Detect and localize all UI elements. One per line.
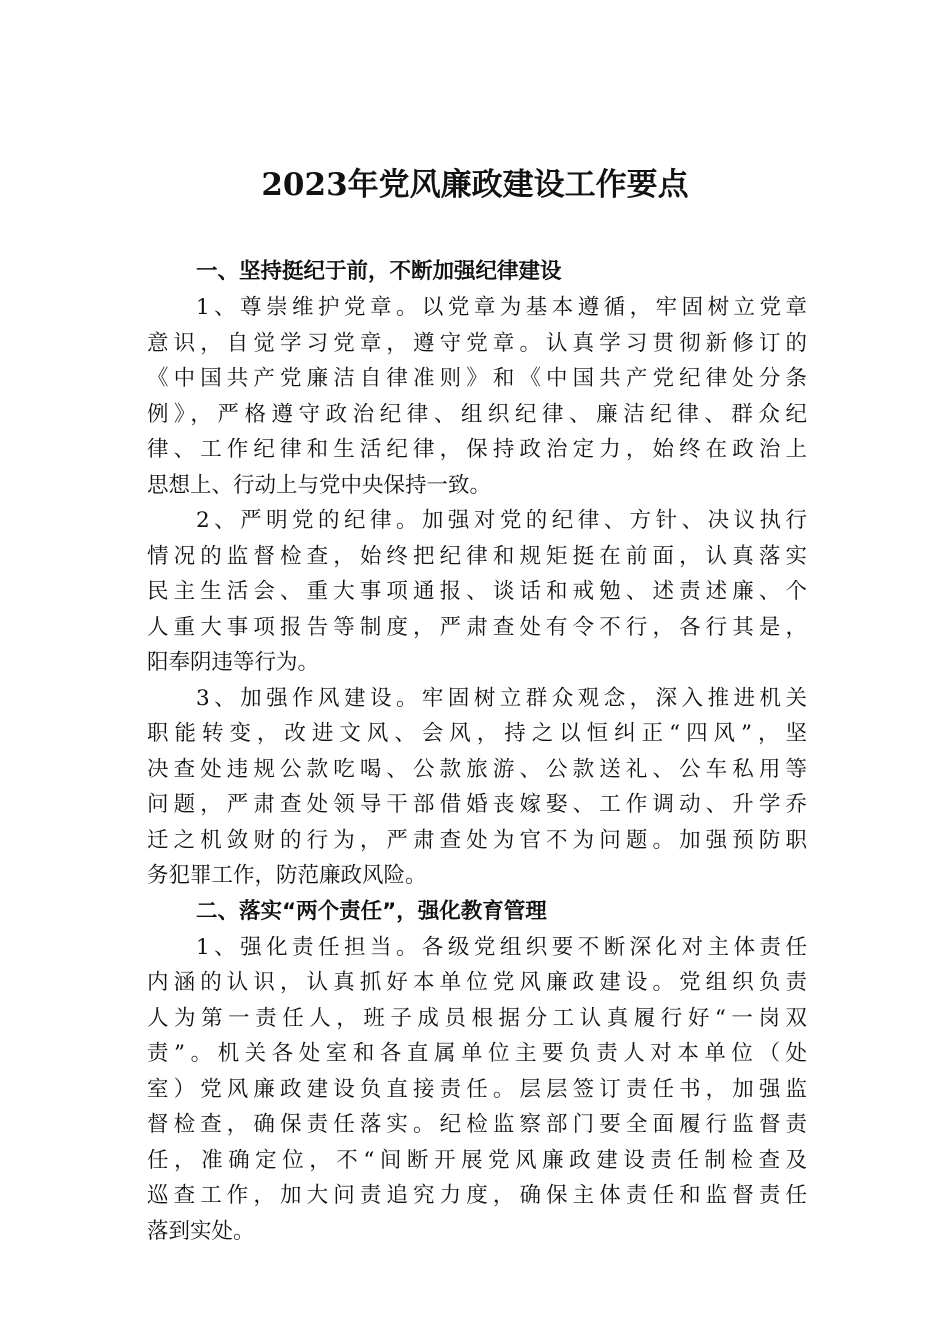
document-title: 2023年党风廉政建设工作要点 <box>261 167 689 203</box>
text-line: 1、尊崇维护党章。以党章为基本遵循，牢固树立党章 <box>196 295 807 320</box>
paragraph <box>147 503 807 681</box>
paragraph <box>147 681 807 894</box>
text-line: 室）党风廉政建设负直接责任。层层签订责任书，加强监 <box>147 1076 807 1102</box>
text-line: 2、严明党的纪律。加强对党的纪律、方针、决议执行 <box>196 508 807 533</box>
text-line: 人重大事项报告等制度，严肃查处有令不行，各行其是， <box>147 614 807 640</box>
text-line: 3、加强作风建设。牢固树立群众观念，深入推进机关 <box>196 685 807 711</box>
text-line: 巡查工作，加大问责追究力度，确保主体责任和监督责任 <box>147 1183 807 1208</box>
text-line: 民主生活会、重大事项通报、谈话和戒勉、述责述廉、个 <box>147 579 807 604</box>
text-line: 人为第一责任人，班子成员根据分工认真履行好“一岗双 <box>147 1005 807 1031</box>
text-line: 律、工作纪律和生活纪律，保持政治定力，始终在政治上 <box>147 437 807 462</box>
text-line: 督检查，确保责任落实。纪检监察部门要全面履行监督责 <box>147 1112 807 1137</box>
text-line: 《中国共产党廉洁自律准则》和《中国共产党纪律处分条 <box>147 366 807 391</box>
text-line: 思想上、行动上与党中央保持一致。 <box>147 472 492 498</box>
text-line: 务犯罪工作，防范廉政风险。 <box>147 863 427 888</box>
document-body <box>147 254 807 1249</box>
text-line: 例》，严格遵守政治纪律、组织纪律、廉洁纪律、群众纪 <box>147 401 807 427</box>
section-heading: 一、坚持挺纪于前，不断加强纪律建设 <box>196 259 562 284</box>
section-heading: 二、落实“两个责任”，强化教育管理 <box>196 898 547 924</box>
text-line: 阳奉阴违等行为。 <box>147 650 320 675</box>
text-line: 决查处违规公款吃喝、公款旅游、公款送礼、公车私用等 <box>147 756 807 782</box>
text-line: 1、强化责任担当。各级党组织要不断深化对主体责任 <box>196 934 807 960</box>
text-line: 情况的监督检查，始终把纪律和规矩挺在前面，认真落实 <box>147 543 807 569</box>
paragraph <box>147 290 807 503</box>
text-line: 职能转变，改进文风、会风，持之以恒纠正“四风”，坚 <box>147 721 807 746</box>
text-line: 迁之机敛财的行为，严肃查处为官不为问题。加强预防职 <box>147 827 807 853</box>
text-line: 问题，严肃查处领导干部借婚丧嫁娶、工作调动、升学乔 <box>147 792 807 817</box>
text-line: 内涵的认识，认真抓好本单位党风廉政建设。党组织负责 <box>147 970 807 995</box>
paragraph <box>147 930 807 1250</box>
text-line: 意识，自觉学习党章，遵守党章。认真学习贯彻新修订的 <box>147 330 807 356</box>
text-line: 落到实处。 <box>147 1218 255 1244</box>
text-line: 任，准确定位，不“间断开展党风廉政建设责任制检查及 <box>147 1147 807 1173</box>
text-line: 责”。机关各处室和各直属单位主要负责人对本单位（处 <box>147 1041 807 1066</box>
